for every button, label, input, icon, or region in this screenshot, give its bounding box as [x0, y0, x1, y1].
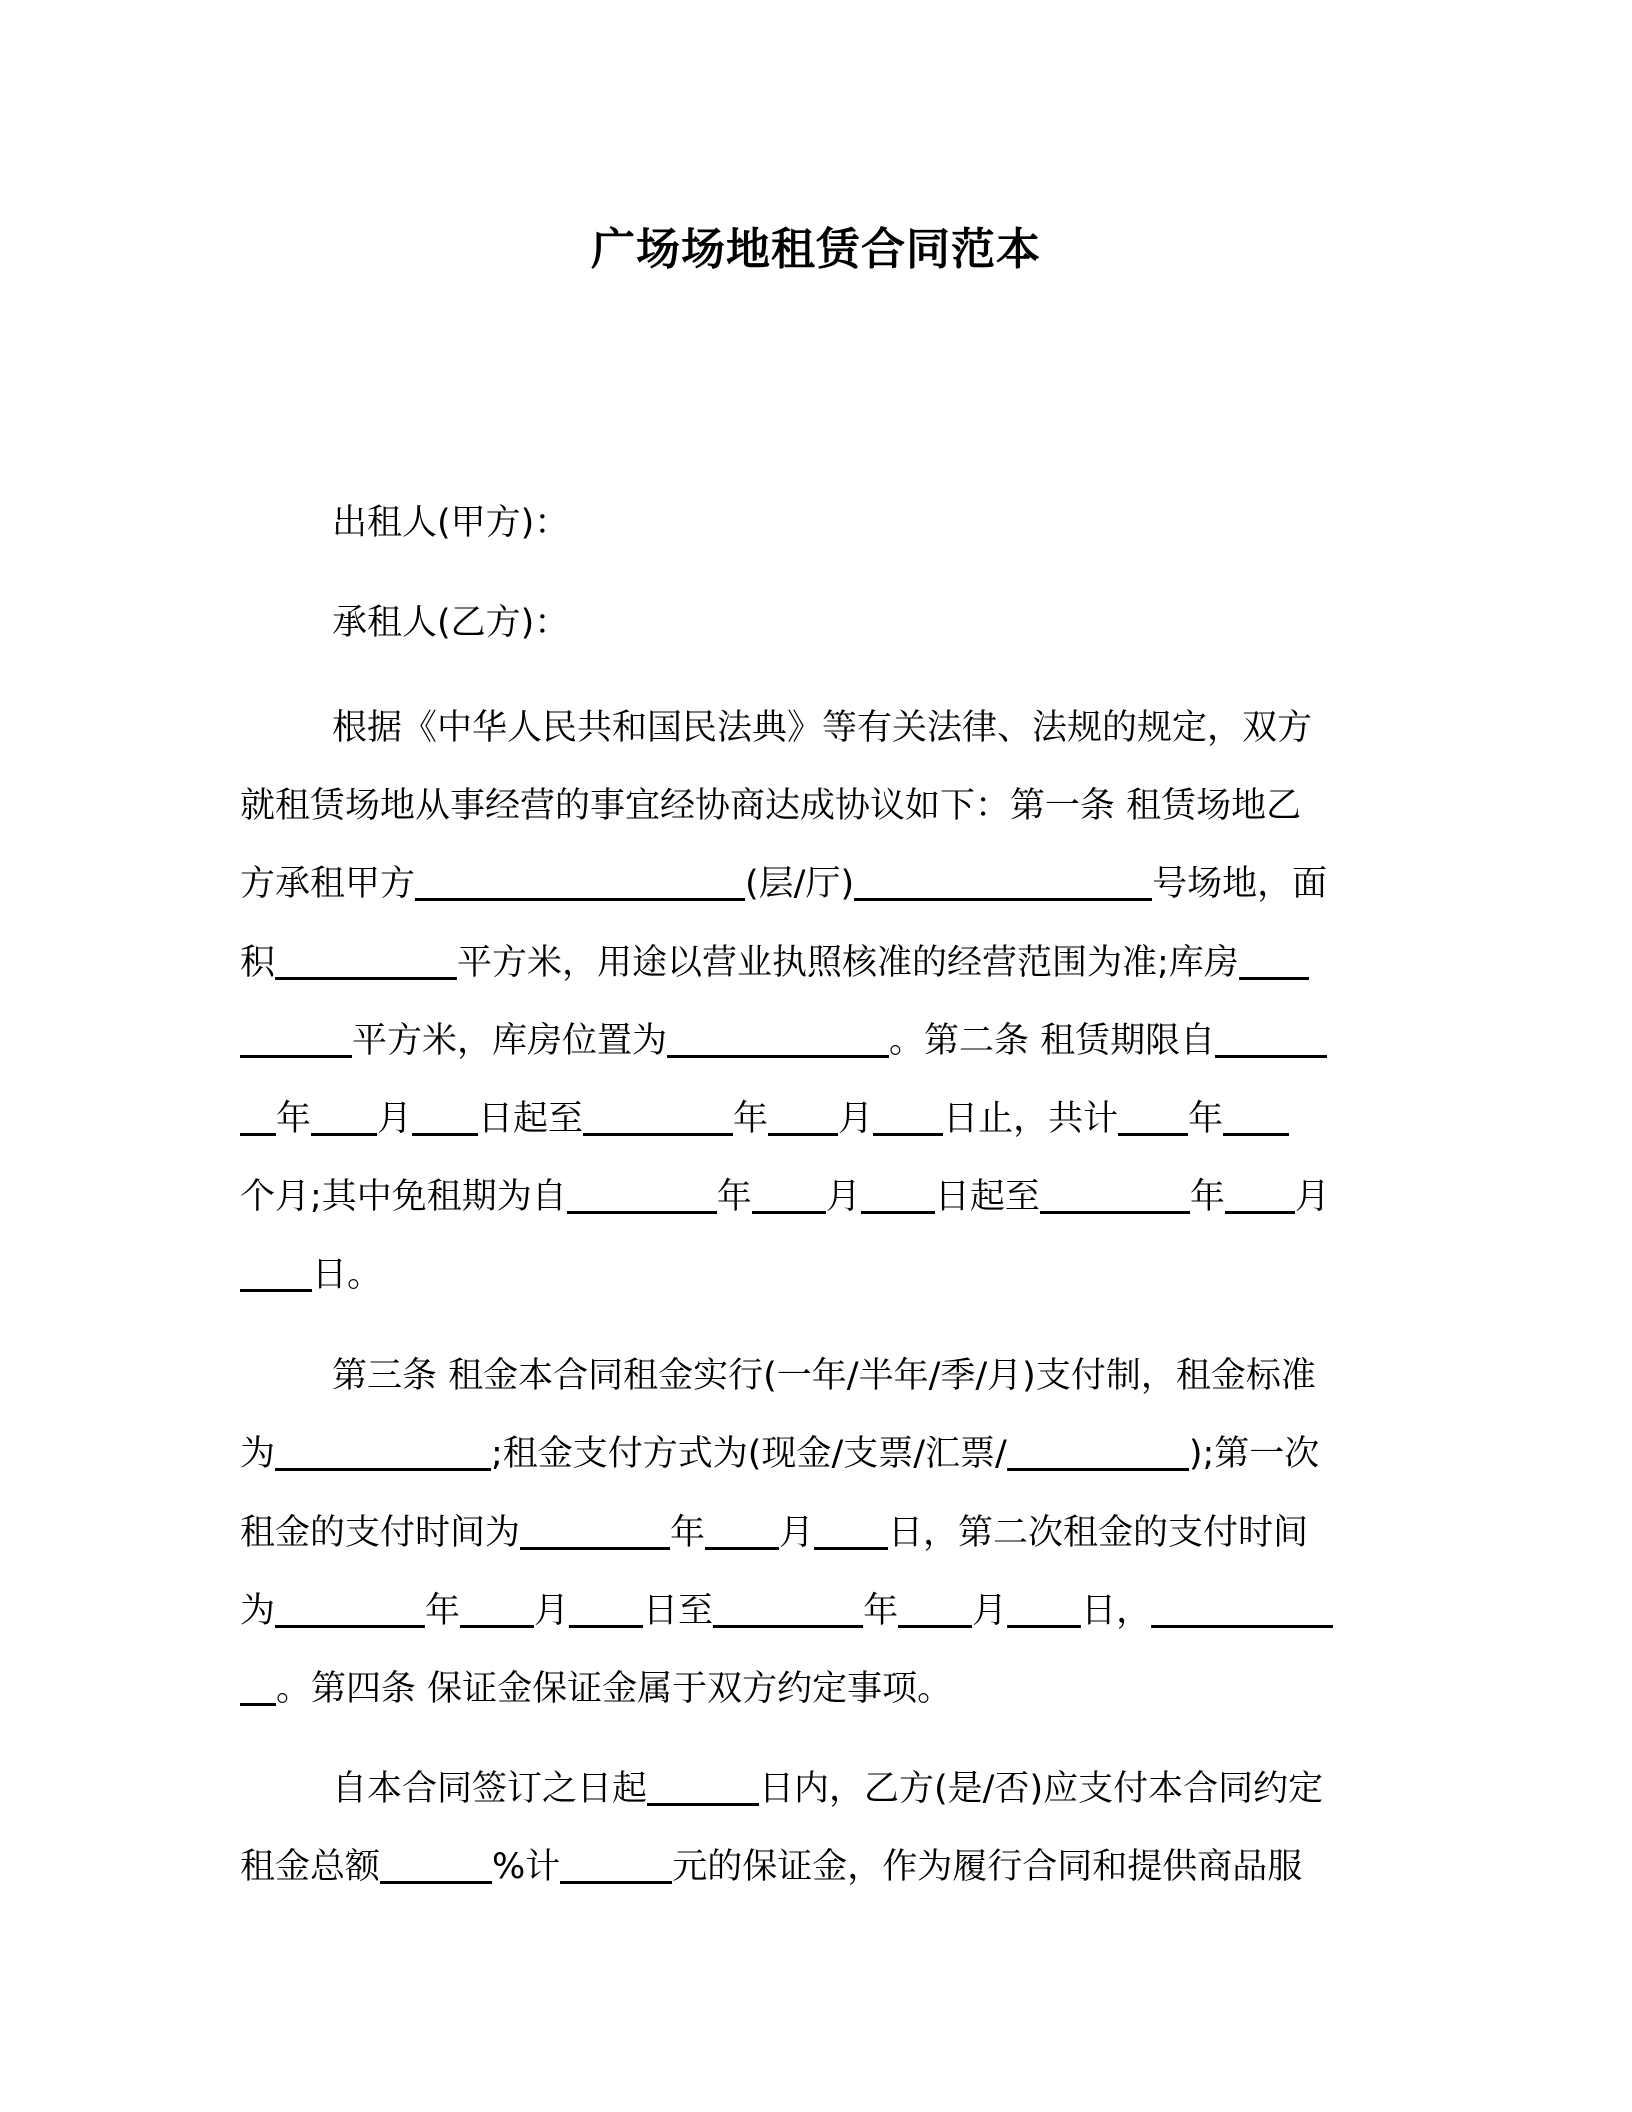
text-segment: 年 — [863, 1591, 899, 1631]
fill-blank[interactable] — [415, 868, 745, 901]
text-line — [240, 1080, 1289, 1158]
text-segment: 。第二条 租赁期限自 — [889, 1021, 1216, 1061]
fill-blank[interactable] — [752, 1181, 826, 1214]
fill-blank[interactable] — [569, 1595, 643, 1628]
text-line — [240, 1650, 952, 1728]
text-segment: 日，第二次租金的支付时间 — [888, 1513, 1309, 1553]
text-segment: 日至 — [643, 1591, 714, 1631]
fill-blank[interactable] — [275, 1595, 425, 1628]
text-line — [240, 845, 1327, 923]
fill-blank[interactable] — [1040, 1181, 1190, 1214]
text-segment: 自本合同签订之日起 — [332, 1769, 648, 1809]
text-segment: 日起至 — [934, 1177, 1040, 1217]
fill-blank[interactable] — [240, 1103, 276, 1136]
text-segment: 年 — [670, 1513, 706, 1553]
text-line — [240, 1494, 1308, 1572]
fill-blank[interactable] — [240, 1259, 312, 1292]
text-line — [332, 1337, 1316, 1415]
text-segment: 日起至 — [478, 1099, 584, 1139]
text-segment: ;租金支付方式为(现金/支票/汇票/ — [491, 1434, 1007, 1474]
text-line — [240, 767, 1301, 845]
fill-blank[interactable] — [1118, 1103, 1188, 1136]
fill-blank[interactable] — [854, 868, 1152, 901]
fill-blank[interactable] — [768, 1103, 838, 1136]
text-segment: 月 — [377, 1099, 413, 1139]
text-segment: 元的保证金，作为履行合同和提供商品服 — [672, 1847, 1303, 1887]
fill-blank[interactable] — [240, 1025, 352, 1058]
text-segment: 平方米，用途以营业执照核准的经营范围为准;库房 — [457, 943, 1239, 983]
text-line — [332, 1750, 1323, 1828]
text-segment: 日。 — [312, 1255, 383, 1295]
text-segment: (层/厅) — [745, 864, 855, 904]
text-segment: 方承租甲方 — [240, 864, 416, 904]
text-segment: 月 — [779, 1513, 815, 1553]
fill-blank[interactable] — [380, 1851, 492, 1884]
text-segment: 租金总额 — [240, 1847, 381, 1887]
fill-blank[interactable] — [667, 1025, 889, 1058]
text-segment: 根据《中华人民共和国民法典》等有关法律、法规的规定，双方 — [332, 708, 1313, 748]
text-segment: 日， — [1081, 1591, 1152, 1631]
text-segment: 为 — [240, 1591, 276, 1631]
fill-blank[interactable] — [814, 1517, 888, 1550]
text-segment: 月 — [1294, 1177, 1330, 1217]
text-line — [240, 1828, 1302, 1906]
fill-blank[interactable] — [560, 1851, 672, 1884]
fill-blank[interactable] — [1223, 1103, 1289, 1136]
fill-blank[interactable] — [898, 1595, 972, 1628]
document-title: 广场场地租赁合同范本 — [591, 224, 1041, 275]
text-segment: );第一次 — [1188, 1434, 1320, 1474]
text-segment: 第三条 租金本合同租金实行(一年/半年/季/月)支付制，租金标准 — [332, 1356, 1316, 1396]
fill-blank[interactable] — [713, 1595, 863, 1628]
text-segment: 年 — [1189, 1177, 1225, 1217]
text-segment: %计 — [492, 1847, 561, 1887]
text-segment: 日内，乙方(是/否)应支付本合同约定 — [759, 1769, 1324, 1809]
text-segment: 积 — [240, 943, 276, 983]
text-segment: 日止，共计 — [943, 1099, 1119, 1139]
fill-blank[interactable] — [647, 1773, 759, 1806]
text-segment: 月 — [534, 1591, 570, 1631]
text-line — [332, 689, 1312, 767]
text-segment: 年 — [1188, 1099, 1224, 1139]
lessee-line — [332, 584, 569, 662]
fill-blank[interactable] — [275, 947, 457, 980]
fill-blank[interactable] — [873, 1103, 943, 1136]
fill-blank[interactable] — [275, 1438, 491, 1471]
text-segment: 个月;其中免租期为自 — [240, 1177, 567, 1217]
text-segment: 年 — [733, 1099, 769, 1139]
text-segment: 年 — [716, 1177, 752, 1217]
text-line — [240, 1158, 1330, 1236]
text-line — [240, 1002, 1327, 1080]
text-line — [240, 1415, 1319, 1493]
text-segment: 租金的支付时间为 — [240, 1513, 521, 1553]
text-segment: 号场地，面 — [1152, 864, 1328, 904]
text-line — [240, 924, 1309, 1002]
fill-blank[interactable] — [705, 1517, 779, 1550]
fill-blank[interactable] — [311, 1103, 377, 1136]
fill-blank[interactable] — [1215, 1025, 1327, 1058]
text-segment: 。第四条 保证金保证金属于双方约定事项。 — [276, 1669, 953, 1709]
text-segment: 月 — [972, 1591, 1008, 1631]
fill-blank[interactable] — [520, 1517, 670, 1550]
text-line — [240, 1572, 1333, 1650]
fill-blank[interactable] — [1007, 1595, 1081, 1628]
text-segment: 年 — [276, 1099, 312, 1139]
lessor-label: 出租人(甲方)： — [332, 503, 570, 543]
fill-blank[interactable] — [460, 1595, 534, 1628]
lessor-line — [332, 484, 569, 562]
fill-blank[interactable] — [1007, 1438, 1189, 1471]
text-segment: 月 — [825, 1177, 861, 1217]
fill-blank[interactable] — [583, 1103, 733, 1136]
text-segment: 年 — [425, 1591, 461, 1631]
fill-blank[interactable] — [1239, 947, 1309, 980]
fill-blank[interactable] — [861, 1181, 935, 1214]
lessee-label: 承租人(乙方)： — [332, 603, 570, 643]
fill-blank[interactable] — [240, 1673, 276, 1706]
text-segment: 为 — [240, 1434, 276, 1474]
text-segment: 平方米，库房位置为 — [352, 1021, 668, 1061]
fill-blank[interactable] — [1225, 1181, 1295, 1214]
fill-blank[interactable] — [567, 1181, 717, 1214]
fill-blank[interactable] — [412, 1103, 478, 1136]
text-segment: 就租赁场地从事经营的事宜经协商达成协议如下：第一条 租赁场地乙 — [240, 786, 1302, 826]
text-line — [240, 1236, 382, 1314]
fill-blank[interactable] — [1151, 1595, 1333, 1628]
text-segment: 月 — [838, 1099, 874, 1139]
